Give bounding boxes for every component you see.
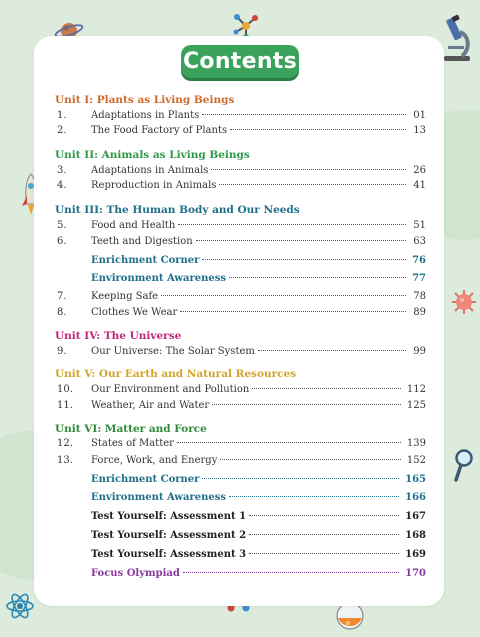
row-label: The Food Factory of Plants [91, 125, 228, 136]
row-label: Force, Work, and Energy [91, 455, 218, 466]
dot-leader [220, 459, 401, 460]
row-number: 8. [57, 307, 67, 318]
row-page: 41 [413, 180, 426, 191]
magnifier-icon [452, 448, 476, 482]
row-page: 89 [413, 307, 426, 318]
dot-leader [249, 553, 399, 554]
row-label: Adaptations in Animals [91, 165, 209, 176]
row-label: Test Yourself: Assessment 1 [91, 511, 247, 522]
row-number: 2. [57, 125, 67, 136]
toc-row [57, 180, 426, 194]
row-page: 152 [406, 455, 426, 466]
dot-leader [177, 442, 401, 443]
row-number: 12. [57, 438, 73, 449]
row-label: Our Environment and Pollution [91, 384, 250, 395]
row-label: Enrichment Corner [91, 474, 200, 485]
row-number: 10. [57, 384, 73, 395]
row-page: 167 [405, 511, 426, 522]
toc-row [57, 273, 426, 287]
row-page: 165 [405, 474, 426, 485]
row-label: Test Yourself: Assessment 2 [91, 530, 247, 541]
row-page: 77 [412, 273, 426, 284]
row-page: 166 [405, 492, 426, 503]
row-number: 1. [57, 110, 67, 121]
dot-leader [202, 478, 399, 479]
row-label: Adaptations in Plants [91, 110, 200, 121]
row-label: Our Universe: The Solar System [91, 346, 255, 357]
toc-row [57, 346, 426, 360]
unit-heading: Unit III: The Human Body and Our Needs [55, 204, 300, 216]
toc-row [57, 455, 426, 469]
row-number: 9. [57, 346, 67, 357]
row-page: 170 [405, 568, 426, 579]
toc-row [57, 530, 426, 544]
row-page: 13 [413, 125, 426, 136]
row-page: 139 [406, 438, 426, 449]
toc-row [57, 255, 426, 269]
row-label: Environment Awareness [91, 273, 226, 284]
toc-row [57, 400, 426, 414]
row-page: 168 [405, 530, 426, 541]
dot-leader [229, 496, 399, 497]
row-label: Weather, Air and Water [91, 400, 210, 411]
row-label: Enrichment Corner [91, 255, 200, 266]
unit-heading: Unit V: Our Earth and Natural Resources [55, 368, 297, 380]
toc-row [57, 474, 426, 488]
row-label: Test Yourself: Assessment 3 [91, 549, 247, 560]
row-label: Teeth and Digestion [91, 236, 193, 247]
toc-row [57, 568, 426, 582]
toc-row [57, 165, 426, 179]
unit-heading: Unit I: Plants as Living Beings [55, 94, 235, 106]
dot-leader [178, 224, 406, 225]
dot-leader [249, 515, 399, 516]
row-page: 76 [412, 255, 426, 266]
toc-row [57, 511, 426, 525]
toc-row [57, 438, 426, 452]
toc-row [57, 236, 426, 250]
virus-icon [450, 288, 478, 316]
toc-row [57, 307, 426, 321]
row-page: 01 [413, 110, 426, 121]
dot-leader [252, 388, 401, 389]
dot-leader [202, 259, 406, 260]
page-title: Contents [182, 49, 298, 74]
row-page: 112 [406, 384, 426, 395]
toc-row [57, 110, 426, 124]
row-page: 78 [413, 291, 426, 302]
unit-heading: Unit VI: Matter and Force [55, 423, 207, 435]
toc-row [57, 384, 426, 398]
dot-leader [161, 295, 406, 296]
dot-leader [229, 277, 406, 278]
dot-leader [230, 129, 406, 130]
toc-row [57, 125, 426, 139]
row-label: Environment Awareness [91, 492, 226, 503]
dot-leader [219, 184, 406, 185]
row-page: 63 [413, 236, 426, 247]
dot-leader [212, 404, 401, 405]
row-label: Keeping Safe [91, 291, 159, 302]
row-page: 125 [406, 400, 426, 411]
row-number: 13. [57, 455, 73, 466]
dot-leader [196, 240, 406, 241]
dot-leader [249, 534, 399, 535]
row-label: Clothes We Wear [91, 307, 178, 318]
row-page: 99 [413, 346, 426, 357]
row-label: States of Matter [91, 438, 174, 449]
dot-leader [202, 114, 406, 115]
microscope-icon [440, 14, 474, 62]
toc-row [57, 549, 426, 563]
dot-leader [258, 350, 406, 351]
row-page: 26 [413, 165, 426, 176]
row-number: 7. [57, 291, 67, 302]
row-label: Focus Olympiad [91, 568, 180, 579]
unit-heading: Unit II: Animals as Living Beings [55, 149, 250, 161]
title-badge [181, 45, 299, 78]
dot-leader [183, 572, 399, 573]
row-label: Food and Health [91, 220, 176, 231]
dot-leader [180, 311, 406, 312]
row-page: 169 [405, 549, 426, 560]
row-number: 3. [57, 165, 67, 176]
dot-leader [211, 169, 406, 170]
unit-heading: Unit IV: The Universe [55, 330, 182, 342]
row-number: 6. [57, 236, 67, 247]
row-page: 51 [413, 220, 426, 231]
row-number: 5. [57, 220, 67, 231]
row-label: Reproduction in Animals [91, 180, 217, 191]
row-number: 11. [57, 400, 73, 411]
page-number: iii [17, 603, 23, 611]
toc-row [57, 220, 426, 234]
toc-row [57, 291, 426, 305]
row-number: 4. [57, 180, 67, 191]
toc-row [57, 492, 426, 506]
